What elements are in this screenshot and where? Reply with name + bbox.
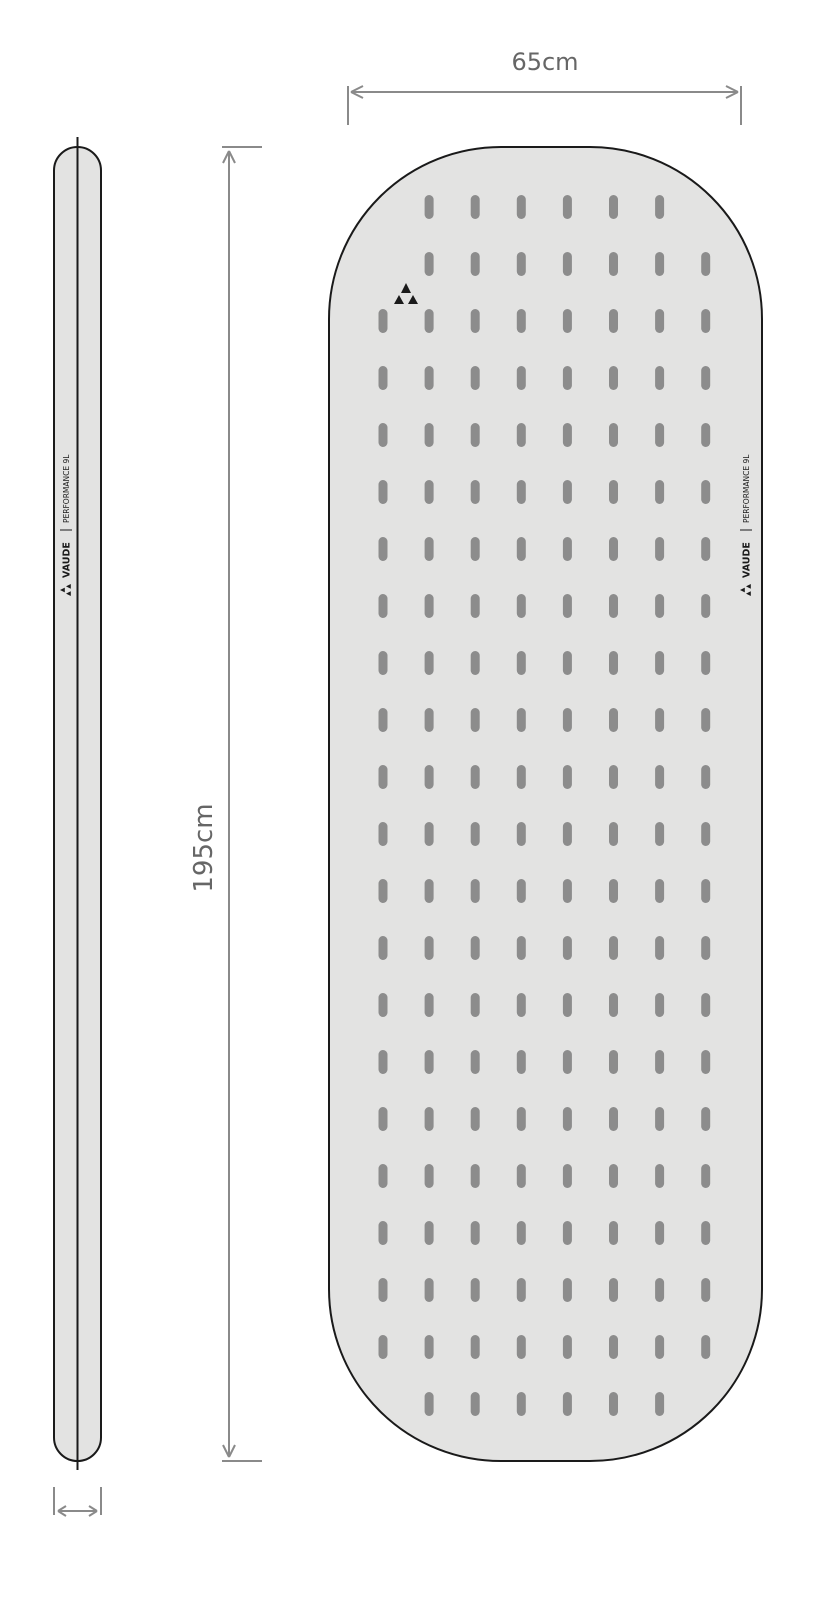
valve-dimple xyxy=(517,993,526,1017)
valve-dimple xyxy=(563,1050,572,1074)
valve-dimple xyxy=(379,1164,388,1188)
valve-dimple xyxy=(471,1221,480,1245)
valve-dimple xyxy=(517,366,526,390)
valve-dimple xyxy=(425,1164,434,1188)
valve-dimple xyxy=(701,651,710,675)
valve-dimple xyxy=(379,594,388,618)
valve-dimple xyxy=(379,309,388,333)
valve-dimple xyxy=(609,651,618,675)
valve-dimple xyxy=(471,423,480,447)
top-view xyxy=(329,147,762,1461)
valve-dimple xyxy=(563,1278,572,1302)
valve-dimple xyxy=(701,252,710,276)
valve-dimple xyxy=(609,423,618,447)
valve-dimple xyxy=(609,366,618,390)
valve-dimple xyxy=(563,594,572,618)
valve-dimple xyxy=(425,879,434,903)
valve-dimple xyxy=(471,1050,480,1074)
valve-dimple xyxy=(655,651,664,675)
valve-dimple xyxy=(609,1164,618,1188)
valve-dimple xyxy=(701,1164,710,1188)
valve-dimple xyxy=(655,252,664,276)
valve-dimple xyxy=(563,708,572,732)
top-product-name: PERFORMANCE 9L xyxy=(742,454,751,523)
valve-dimple xyxy=(701,480,710,504)
valve-dimple xyxy=(655,765,664,789)
top-view-mat xyxy=(329,147,762,1461)
valve-dimple xyxy=(701,822,710,846)
valve-dimple xyxy=(563,822,572,846)
valve-dimple xyxy=(517,1221,526,1245)
valve-dimple xyxy=(425,423,434,447)
valve-dimple xyxy=(609,1107,618,1131)
valve-dimple xyxy=(701,708,710,732)
valve-dimple xyxy=(379,708,388,732)
length-dimension xyxy=(189,147,262,1461)
valve-dimple xyxy=(563,252,572,276)
valve-dimple xyxy=(609,1050,618,1074)
valve-dimple xyxy=(563,480,572,504)
valve-dimple xyxy=(609,879,618,903)
valve-dimple xyxy=(563,651,572,675)
valve-dimple xyxy=(425,366,434,390)
valve-dimple xyxy=(655,1050,664,1074)
valve-dimple xyxy=(563,309,572,333)
valve-dimple xyxy=(655,1278,664,1302)
valve-dimple xyxy=(563,366,572,390)
valve-dimple xyxy=(655,537,664,561)
valve-dimple xyxy=(517,1050,526,1074)
valve-dimple xyxy=(701,936,710,960)
valve-dimple xyxy=(517,1392,526,1416)
valve-dimple xyxy=(425,252,434,276)
length-label: 195cm xyxy=(189,803,219,893)
valve-dimple xyxy=(471,708,480,732)
valve-dimple xyxy=(701,765,710,789)
valve-dimple xyxy=(563,1221,572,1245)
valve-dimple xyxy=(471,993,480,1017)
width-label: 65cm xyxy=(511,48,579,76)
valve-dimple xyxy=(517,1107,526,1131)
valve-dimple xyxy=(701,1278,710,1302)
valve-dimple xyxy=(471,1278,480,1302)
valve-dimple xyxy=(425,195,434,219)
valve-dimple xyxy=(471,936,480,960)
valve-dimple xyxy=(379,936,388,960)
valve-dimple xyxy=(425,1050,434,1074)
valve-dimple xyxy=(517,651,526,675)
valve-dimple xyxy=(609,1335,618,1359)
valve-dimple xyxy=(425,480,434,504)
valve-dimple xyxy=(425,1392,434,1416)
valve-dimple xyxy=(379,1107,388,1131)
valve-dimple xyxy=(655,1221,664,1245)
valve-dimple xyxy=(609,936,618,960)
thickness-dimension xyxy=(54,1487,101,1516)
valve-dimple xyxy=(425,822,434,846)
valve-dimple xyxy=(701,423,710,447)
valve-dimple xyxy=(655,594,664,618)
valve-dimple xyxy=(471,1335,480,1359)
valve-dimple xyxy=(655,936,664,960)
valve-dimple xyxy=(609,1392,618,1416)
valve-dimple xyxy=(425,1335,434,1359)
valve-dimple xyxy=(425,708,434,732)
valve-dimple xyxy=(655,1107,664,1131)
valve-dimple xyxy=(425,1278,434,1302)
valve-dimple xyxy=(701,1335,710,1359)
valve-dimple xyxy=(425,1221,434,1245)
valve-dimple xyxy=(379,651,388,675)
valve-dimple xyxy=(471,252,480,276)
valve-dimple xyxy=(379,765,388,789)
valve-dimple xyxy=(471,594,480,618)
valve-dimple xyxy=(471,1107,480,1131)
valve-dimple xyxy=(655,480,664,504)
valve-dimple xyxy=(655,993,664,1017)
valve-dimple xyxy=(701,594,710,618)
valve-dimple xyxy=(425,651,434,675)
valve-dimple xyxy=(517,822,526,846)
valve-dimple xyxy=(471,879,480,903)
valve-dimple xyxy=(379,1278,388,1302)
valve-dimple xyxy=(471,195,480,219)
top-brand-name: VAUDE xyxy=(741,542,753,578)
valve-dimple xyxy=(563,879,572,903)
valve-dimple xyxy=(563,195,572,219)
valve-dimple xyxy=(517,537,526,561)
valve-dimple xyxy=(609,594,618,618)
valve-dimple xyxy=(517,708,526,732)
valve-dimple xyxy=(379,1050,388,1074)
valve-dimple xyxy=(701,309,710,333)
valve-dimple xyxy=(517,765,526,789)
valve-dimple xyxy=(609,822,618,846)
valve-dimple xyxy=(563,765,572,789)
valve-dimple xyxy=(563,423,572,447)
valve-dimple xyxy=(609,480,618,504)
side-product-name: PERFORMANCE 9L xyxy=(62,454,71,523)
valve-dimple xyxy=(609,993,618,1017)
valve-dimple xyxy=(655,879,664,903)
valve-dimple xyxy=(701,879,710,903)
valve-dimple xyxy=(379,822,388,846)
valve-dimple xyxy=(655,1335,664,1359)
valve-dimple xyxy=(563,537,572,561)
valve-dimple xyxy=(609,1278,618,1302)
valve-dimple xyxy=(701,1221,710,1245)
side-view xyxy=(54,137,101,1516)
valve-dimple xyxy=(655,309,664,333)
valve-dimple xyxy=(609,765,618,789)
valve-dimple xyxy=(379,1335,388,1359)
valve-dimple xyxy=(379,1221,388,1245)
valve-dimple xyxy=(471,1392,480,1416)
valve-dimple xyxy=(701,993,710,1017)
valve-dimple xyxy=(471,537,480,561)
valve-dimple xyxy=(425,993,434,1017)
valve-dimple xyxy=(517,252,526,276)
valve-dimple xyxy=(609,195,618,219)
valve-dimple xyxy=(517,423,526,447)
valve-dimple xyxy=(517,1335,526,1359)
side-brand-name: VAUDE xyxy=(61,542,73,578)
valve-dimple xyxy=(425,309,434,333)
valve-dimple xyxy=(379,537,388,561)
valve-dimple xyxy=(563,993,572,1017)
valve-dimple xyxy=(517,594,526,618)
valve-dimple xyxy=(379,366,388,390)
valve-dimple xyxy=(701,366,710,390)
valve-dimple xyxy=(471,765,480,789)
valve-dimple xyxy=(655,1392,664,1416)
valve-dimple xyxy=(425,765,434,789)
valve-dimple xyxy=(655,423,664,447)
valve-dimple xyxy=(517,1164,526,1188)
valve-dimple xyxy=(609,537,618,561)
valve-dimple xyxy=(563,1107,572,1131)
valve-dimple xyxy=(609,252,618,276)
valve-dimple xyxy=(517,1278,526,1302)
valve-dimple xyxy=(563,936,572,960)
valve-dimple xyxy=(471,822,480,846)
valve-dimple xyxy=(471,1164,480,1188)
valve-dimple xyxy=(655,366,664,390)
valve-dimple xyxy=(425,936,434,960)
valve-dimple xyxy=(425,594,434,618)
valve-dimple xyxy=(609,1221,618,1245)
valve-dimple xyxy=(471,651,480,675)
valve-dimple xyxy=(379,879,388,903)
valve-dimple xyxy=(471,309,480,333)
valve-dimple xyxy=(517,879,526,903)
valve-dimple xyxy=(609,309,618,333)
valve-dimple xyxy=(609,708,618,732)
valve-dimple xyxy=(701,1107,710,1131)
valve-dimple xyxy=(471,366,480,390)
valve-dimple xyxy=(563,1335,572,1359)
valve-dimple xyxy=(701,1050,710,1074)
valve-dimple xyxy=(517,195,526,219)
valve-dimple xyxy=(471,480,480,504)
valve-dimple xyxy=(701,537,710,561)
valve-dimple xyxy=(517,309,526,333)
valve-dimple xyxy=(379,423,388,447)
valve-dimple xyxy=(425,537,434,561)
valve-dimple xyxy=(517,480,526,504)
valve-dimple xyxy=(425,1107,434,1131)
valve-dimple xyxy=(563,1392,572,1416)
valve-dimple xyxy=(379,480,388,504)
valve-dimple xyxy=(517,936,526,960)
valve-dimple xyxy=(655,822,664,846)
valve-dimple xyxy=(655,195,664,219)
valve-dimple xyxy=(655,1164,664,1188)
width-dimension xyxy=(348,48,741,125)
valve-dimple xyxy=(655,708,664,732)
valve-dimple xyxy=(379,993,388,1017)
valve-dimple xyxy=(563,1164,572,1188)
